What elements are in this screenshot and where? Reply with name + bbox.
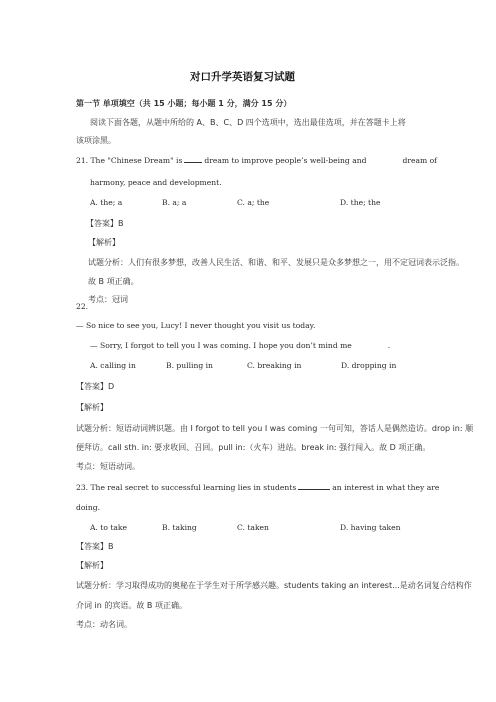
q21-analysis-line-2: 故 B 项正确。 — [88, 277, 139, 286]
q22-dialog-part-1: — Sorry, I forgot to tell you I was coming. I hope you don’t mind me — [90, 341, 352, 350]
section-heading: 第一节 单项填空（共 15 小题；每小题 1 分，满分 15 分） — [76, 99, 292, 108]
q21-option-d: D. the; the — [340, 198, 381, 207]
q21-option-c: C. a; the — [237, 198, 270, 207]
q22-analysis-line-2: 便拜访。call sth. in: 要求收回、召回。pull in:（火车）进站。break in: 强行闯入。故 D 项正确。 — [76, 443, 431, 452]
q23-analysis-line-2: 介词 in 的宾语。故 B 项正确。 — [76, 601, 187, 610]
q23-option-a: A. to take — [90, 523, 128, 532]
q22-dialog-line-2 — [90, 341, 390, 351]
answer-blank — [368, 157, 400, 163]
instructions-line-1: 阅读下面各题，从题中所给的 A、B、C、D 四个选项中，选出最佳选项，并在答题卡上将 — [90, 118, 406, 127]
q23-stem-part-1: 23. The real secret to successful learning lies in students — [76, 483, 297, 492]
q23-stem-line-2: doing. — [76, 503, 101, 512]
q23-answer: 【答案】B — [76, 542, 114, 551]
q23-option-d: D. having taken — [340, 523, 401, 532]
q21-stem-part-2: dream to improve people’s well-being and — [204, 156, 367, 165]
q23-stem-line-1 — [76, 483, 439, 493]
instructions-line-2: 该项涂黑。 — [76, 136, 116, 145]
answer-blank — [184, 156, 202, 163]
q23-point: 考点：动名词。 — [76, 620, 132, 629]
document-title: 对口升学英语复习试题 — [190, 71, 295, 83]
q22-option-c: C. breaking in — [247, 361, 302, 370]
q22-analysis-line-1: 试题分析：短语动词辨识题。由 I forgot to tell you I was coming 一句可知，答话人是偶然造访。drop in: 顺 — [76, 424, 474, 433]
q23-stem-part-2: an interest in what they are — [332, 483, 440, 492]
q22-analysis-label: 【解析】 — [76, 403, 108, 412]
q22-point: 考点：短语动词。 — [76, 462, 140, 471]
q21-stem-line-2: harmony, peace and development. — [90, 178, 222, 187]
answer-blank — [354, 342, 386, 348]
q23-analysis-label: 【解析】 — [76, 561, 108, 570]
q22-option-b: B. pulling in — [166, 361, 213, 370]
q23-option-c: C. taken — [237, 523, 269, 532]
q21-analysis-line-1: 试题分析：人们有很多梦想，改善人民生活、和谐、和平、发展只是众多梦想之一，用不定冠词表示泛指。 — [88, 258, 464, 267]
q22-option-a: A. calling in — [90, 361, 136, 370]
q22-dialog-line-1: — So nice to see you, Lucy! I never thought you visit us today. — [76, 321, 316, 330]
q23-analysis-line-1: 试题分析：学习取得成功的奥秘在于学生对于所学感兴趣。students taking an interest...是动名词复合结构作 — [76, 581, 472, 590]
q21-option-b: B. a; a — [162, 198, 187, 207]
q21-option-a: A. the; a — [90, 198, 123, 207]
answer-blank — [298, 483, 330, 490]
q22-number: 22. — [76, 302, 89, 311]
q23-option-b: B. taking — [162, 523, 197, 532]
q22-dialog-part-2: . — [387, 341, 391, 350]
q21-stem-line-1 — [76, 156, 437, 166]
q21-answer: 【答案】B — [86, 219, 124, 228]
q21-analysis-label: 【解析】 — [88, 238, 120, 247]
q22-option-d: D. dropping in — [341, 361, 397, 370]
q21-stem-part-1: 21. The "Chinese Dream" is — [76, 156, 183, 165]
q22-answer: 【答案】D — [76, 382, 115, 391]
q21-point: 考点：冠词 — [88, 295, 128, 304]
q21-stem-part-3: dream of — [402, 156, 437, 165]
